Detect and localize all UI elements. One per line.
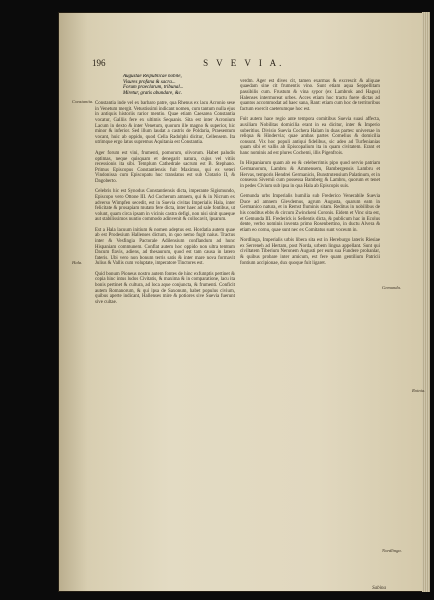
- paragraph: Ager forum est vini, frumenti, pomorum, olivorum. Habet paludis optimas, neque quisquam et denegarit natura, cujus vel vitiis recessionis ita sibi. Templum Cathedrale sacrum est B. Stephano. Primus Episcopus Constantiensis fuit Maximus, qui ex veteri Vindonissa cum Episcopatu huc translatus est sub Clotario II, & Dagoberto.: [95, 150, 235, 184]
- paragraph: Nordlinga, Imperialis urbis libera sita est in Hereburgo lateris Riesiae ex Serreneh ad Hertam, post Norda, urbem lingua appellant. Sunt qui civiltatem Tiberium Neronem Augusti per eum sua Fundere probanlar, & quibus probare inter amicum, est fere quam gentilium Patricii fontium accipionae, dux quoque fuit ligaret.: [240, 238, 380, 266]
- margin-note: Hala.: [72, 260, 83, 265]
- verse-line: Visures profana & sacra...: [123, 79, 176, 85]
- margin-note: Nordlinga.: [382, 548, 402, 553]
- verse-block: [95, 74, 235, 96]
- paragraph: Constantia inde vel ex barbaro patre, qua Rhenus ex lacu Acronio sese in Venetum mergit. Vetustissimi indicant nomen, cum tantum nulla ejus in antiquis historiis rarior mentio. Quae etiam Caesarea Constantia vocatur, Galliis fere ex ultimis Sequanis. Sita est inter Acronium Lacum in dexto & inter Venetum, quorum ille magno & superior, hic minor & inferior. Sed illum laudat a castris de Poldaria, Praesentum vocant, huic ab oppido, quod Cella Radolphi dicitur, Cellensem. Ita utrimque ergo latus supremus Aquitania est Constantia.: [95, 101, 235, 146]
- verse-line: Forum praeclarum, tribunal...: [123, 85, 184, 91]
- paragraph: In Hispaniarum quam ab eo & celeberrimis pipo quod servio patriam Germanorum, Lambru & Ammensem, Bambergensis Lambru et Hervas, temporis Hendrei Germanicis, Bunstrutensium Palatinum, et in consessu Sivernii cum possessa Bamberg & Lambru, quorum et tenet in pedes Civium sub ipsa in qua Hala ab Episcopis suis.: [240, 161, 380, 189]
- paragraph: Celebris hic est Synodus Constantiensis dicta, imperante Sigismundo, Episcopo vero Ottone III. Ad Cocherum amnem, qui & in Nicrum ex adverso Wimpfen secedit, est in Suevia civitas Imperialis Hala, inter felicitate & prosapiam mutato fere dicta, inter haec ad sale fontibus, ut volunt, quam circa ipsam in vicinis castra defigi, non nisi sinit quaeque aut stabilissimos nuntio commodo adinvenit & collocavit, ipsarum.: [95, 189, 235, 223]
- page-edges: [422, 12, 430, 592]
- left-column: [95, 74, 235, 580]
- verse-line: Miretur, gratis abundare, &c.: [123, 90, 183, 96]
- margin-note: Rotnia.: [412, 388, 426, 393]
- margin-note: Constantia.: [72, 99, 94, 104]
- paragraph: Est a Hala lacuum initium & nomen adeptus est. Hordatia autem quae ab est Prodesium Hallenses dictum, in quo nemo fugit naius. Tractus inter & Vesfingia Pactorale Adilensium conflandum ad hunc Hispaniam communem. Conflat autem hoc oppido non ultra temtum Dacum flavis, adiens, ad thesaurum, quod est tam causa in latero fateris. Ubi vero non bonum terris satis & inter mare nova formavit Julius & Vallis cum voluptate, imperatore Tinctores est.: [95, 227, 235, 267]
- paragraph: Quid bonum Pioneus nostro autem fontes de hinc exfumptis pertinet & copia hinc intus ludos Civitatis, & maxima & in comparatione, lacu ita bonis pertinet & cultura, ad loca aque conjuncta, & frumenti. Conficit autem Romanorum, & qui ipsa de Saxonum, habet populus civium, quibus aperte indicant, Hallenses mire & potiores sive Suevia fuerunt sive cultae.: [95, 271, 235, 305]
- page-number: 196: [92, 58, 106, 68]
- paragraph: Fuit autem hace regio ante tempora comitibus Suevia suasi affecta, auxiliam Nobilitas domicilia erant in ea dicitur, inter & Imperio suberitius. Divisio Suevia Cochera Halam in duas partes: universae in reliqua & Hindervia; quae ambas partes Cornelius & domicilia consunt. Vix hoc populi antiqui fidelibus, sic adeo ad Turfenianias quam sibi et vallis ab Episcopalium ita in quam civitatem. Erant et hanc nominis ad est plures Cochemi, illis Pigenfrois.: [240, 117, 380, 156]
- catchword: Sabina: [372, 586, 386, 591]
- verse-line: Augustae Reipublicae nobile,: [123, 74, 182, 79]
- paragraph: Gemunda urbs Imperialis humilia sub Frederico Venerabile Suevia Duce ad amnem Glevdemus, agrum Augusta, quarum eam in Germanico natura, et in Remst fluminis sitam. Reditus in nobilibus de his conditus ebbs & circum Zwinckeni Coronis. Eidem et Vinc sita est, et Gemunda III. Frederick is Sellentis dicta, & publicum hac in Ecolus dente, verbo nominis inventa primo Rosenbertino, in ductu Alvera & etiam eo cornu, quae sunt nec ex Comitatus sunt voceum in.: [240, 194, 380, 233]
- right-column: [240, 74, 380, 580]
- running-header: [92, 58, 382, 68]
- paragraph: verdm. Ager est dives cit, tamen exarmas & excrescit & aliquae quaedam sine cit frumentis vino. Sunt etiam aqua Seppellitam passibilis cum. Frustum & vina sypor (ex Lambrok and Hagus) Halenses intermoreat urbes. Acces etiam hoc tractu fuere dictas ad quantos accommodat ad haec sana, Rant: etiam cum hoc de territoribus factum exercit caeterumque hoc est.: [240, 78, 380, 112]
- margin-note: Gemunda.: [382, 285, 402, 290]
- running-head-title: S V E V I A.: [203, 58, 285, 68]
